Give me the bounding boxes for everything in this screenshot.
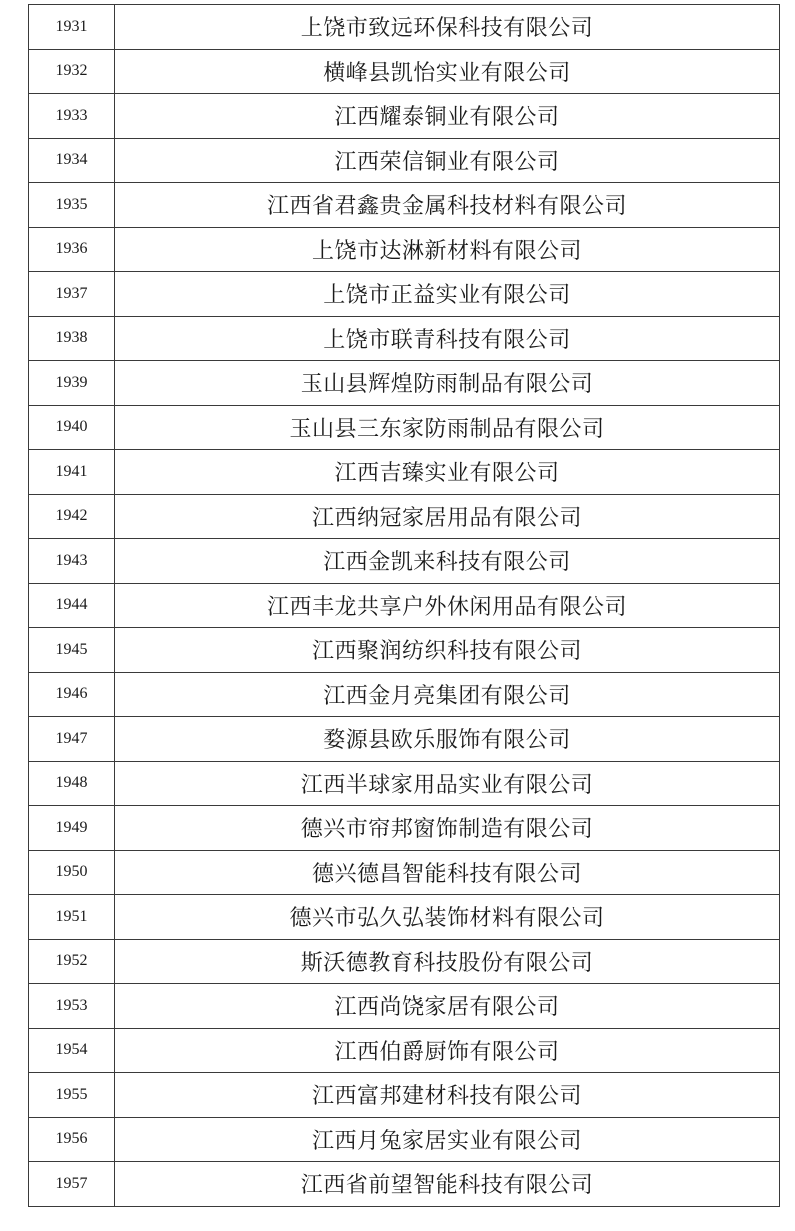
company-name: 德兴德昌智能科技有限公司 [115, 850, 780, 895]
row-number: 1956 [29, 1117, 115, 1162]
company-name: 江西吉臻实业有限公司 [115, 450, 780, 495]
row-number: 1944 [29, 583, 115, 628]
company-name: 德兴市帘邦窗饰制造有限公司 [115, 806, 780, 851]
company-name: 江西金月亮集团有限公司 [115, 672, 780, 717]
row-number: 1941 [29, 450, 115, 495]
table-row [29, 628, 780, 673]
company-name: 江西省前望智能科技有限公司 [115, 1162, 780, 1207]
table-row [29, 183, 780, 228]
row-number: 1953 [29, 984, 115, 1029]
company-name: 上饶市正益实业有限公司 [115, 272, 780, 317]
company-name: 江西纳冠家居用品有限公司 [115, 494, 780, 539]
table-row [29, 1028, 780, 1073]
table-row [29, 939, 780, 984]
row-number: 1932 [29, 49, 115, 94]
row-number: 1949 [29, 806, 115, 851]
row-number: 1931 [29, 5, 115, 50]
company-name: 江西耀泰铜业有限公司 [115, 94, 780, 139]
company-name: 江西月兔家居实业有限公司 [115, 1117, 780, 1162]
table-row [29, 94, 780, 139]
table-row [29, 672, 780, 717]
table-row [29, 761, 780, 806]
row-number: 1943 [29, 539, 115, 584]
row-number: 1936 [29, 227, 115, 272]
row-number: 1947 [29, 717, 115, 762]
company-name: 江西荣信铜业有限公司 [115, 138, 780, 183]
table-row [29, 138, 780, 183]
row-number: 1938 [29, 316, 115, 361]
table-row [29, 227, 780, 272]
table-row [29, 1162, 780, 1207]
table-row [29, 850, 780, 895]
table-row [29, 361, 780, 406]
company-name: 玉山县辉煌防雨制品有限公司 [115, 361, 780, 406]
company-name: 江西金凯来科技有限公司 [115, 539, 780, 584]
company-name: 江西聚润纺织科技有限公司 [115, 628, 780, 673]
company-name: 江西半球家用品实业有限公司 [115, 761, 780, 806]
company-name: 江西伯爵厨饰有限公司 [115, 1028, 780, 1073]
company-name: 江西省君鑫贵金属科技材料有限公司 [115, 183, 780, 228]
table-row [29, 405, 780, 450]
row-number: 1939 [29, 361, 115, 406]
table-row [29, 806, 780, 851]
company-name: 玉山县三东家防雨制品有限公司 [115, 405, 780, 450]
table-row [29, 1073, 780, 1118]
row-number: 1945 [29, 628, 115, 673]
table-row [29, 316, 780, 361]
company-name: 江西丰龙共享户外休闲用品有限公司 [115, 583, 780, 628]
row-number: 1952 [29, 939, 115, 984]
table-row [29, 450, 780, 495]
table-row [29, 984, 780, 1029]
table-row [29, 1117, 780, 1162]
row-number: 1948 [29, 761, 115, 806]
row-number: 1942 [29, 494, 115, 539]
row-number: 1933 [29, 94, 115, 139]
company-name: 德兴市弘久弘装饰材料有限公司 [115, 895, 780, 940]
row-number: 1940 [29, 405, 115, 450]
table-row [29, 272, 780, 317]
row-number: 1957 [29, 1162, 115, 1207]
row-number: 1946 [29, 672, 115, 717]
company-name: 上饶市致远环保科技有限公司 [115, 5, 780, 50]
table-row [29, 49, 780, 94]
company-name: 横峰县凯怡实业有限公司 [115, 49, 780, 94]
table-row [29, 895, 780, 940]
company-name: 上饶市联青科技有限公司 [115, 316, 780, 361]
row-number: 1950 [29, 850, 115, 895]
table-row [29, 494, 780, 539]
company-list-body [29, 5, 780, 1207]
company-name: 江西富邦建材科技有限公司 [115, 1073, 780, 1118]
row-number: 1954 [29, 1028, 115, 1073]
row-number: 1935 [29, 183, 115, 228]
table-row [29, 583, 780, 628]
company-name: 江西尚饶家居有限公司 [115, 984, 780, 1029]
row-number: 1951 [29, 895, 115, 940]
table-row [29, 539, 780, 584]
row-number: 1955 [29, 1073, 115, 1118]
company-name: 婺源县欧乐服饰有限公司 [115, 717, 780, 762]
company-name: 斯沃德教育科技股份有限公司 [115, 939, 780, 984]
company-list-table [28, 4, 780, 1207]
row-number: 1934 [29, 138, 115, 183]
table-row [29, 717, 780, 762]
company-name: 上饶市达淋新材料有限公司 [115, 227, 780, 272]
table-row [29, 5, 780, 50]
row-number: 1937 [29, 272, 115, 317]
